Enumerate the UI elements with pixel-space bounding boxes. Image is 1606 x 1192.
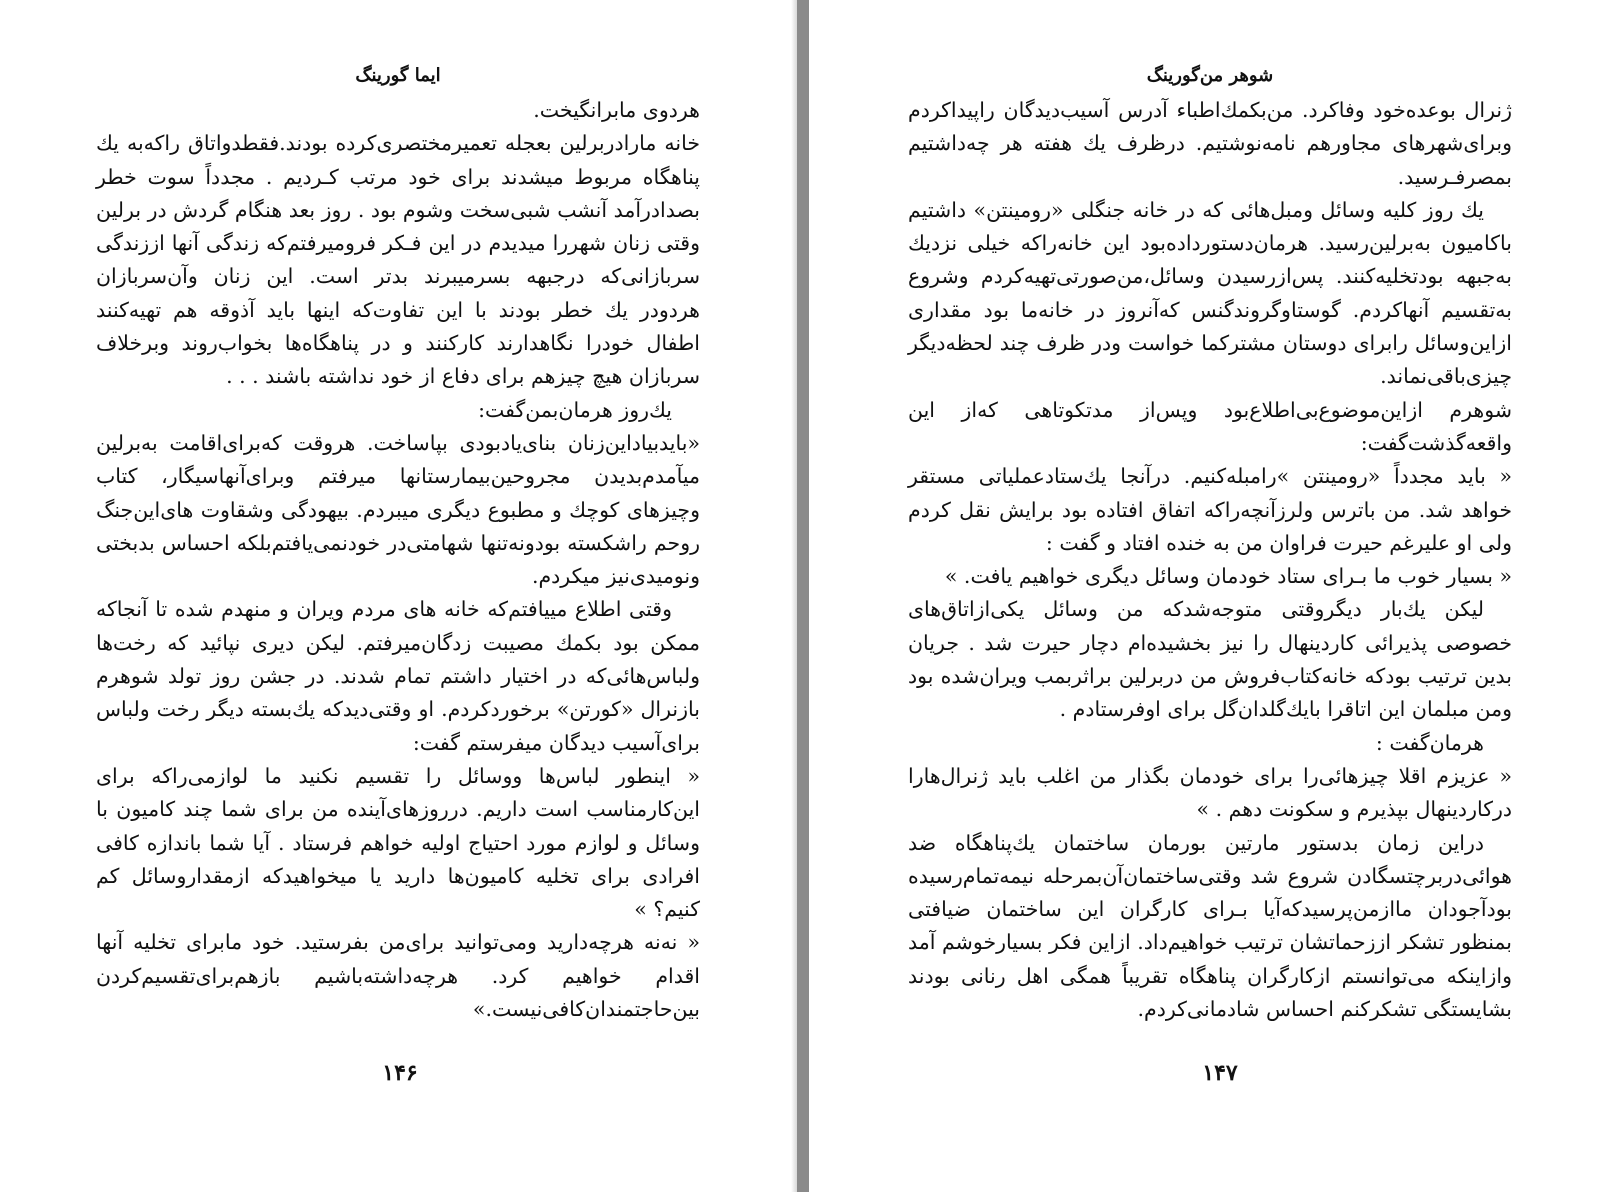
right-paragraph-1: ژنرال بوعده‌خود وفاکرد. من‌بکمك‌اطباء آدرس آسیب‌دیدگان راپیداکردم وبرای‌شهرهای مجاورهم نامه‌نوشتیم. درظرف یك هفته هر چه‌داشتیم بمصرفـرسید. [908,98,1512,189]
right-paragraph-8: « عزیزم اقلا چیزهائی‌را برای خودمان بگذار من اغلب باید ژنرال‌هارا درکاردینهال بپذیرم و سکونت دهم . » [908,763,1512,822]
left-page [96,62,700,1026]
right-running-head: شوهر من‌گورینگ [1146,65,1274,86]
left-paragraph-3: یك‌روز هرمان‌بمن‌گفت: [478,397,672,422]
right-page-text [908,94,1512,1026]
right-paragraph-4: « باید مجدداً «رومینتن »رامبله‌کنیم. درآنجا یك‌ستادعملیاتی مستقر خواهد شد. من باترس ولرز‌آنچه‌راکه اتفاق افتاده بود برایش نقل کردم ولی او علیرغم حیرت فراوان من به خنده افتاد و گفت : [908,464,1512,555]
left-paragraph-7: « نه‌نه هرچه‌دارید ومی‌توانید برای‌من بفرستید. خود مابرای تخلیه آنها اقدام خواهیم کرد. هرچه‌داشته‌باشیم بازهم‌برای‌تقسیم‌کردن بین‌حاجتمندان‌کافی‌نیست.» [96,930,700,1022]
right-paragraph-9: دراین زمان بدستور مارتین بورمان ساختمان یك‌پناهگاه ضد هوائی‌دربرچتسگادن شروع شد وقتی‌ساختمان‌آن‌بمرحله نیمه‌تمام‌رسیده بودآجودان ماازمن‌پرسیدکه‌آیا بـرای کارگران این ساختمان ضیافتی بمنظور تشکر اززحماتشان ترتیب خواهیم‌داد. ازاین فکر بسیارخوشم آمد وازاینکه می‌توانستم ازکارگران پناهگاه تقریباً همگی اهل رنانی بودند بشایستگی تشکرکنم احساس شادمانی‌کردم. [908,830,1512,1022]
book-gutter [797,0,809,1192]
left-paragraph-4: «بایدبیاداین‌زنان بنای‌یادبودی بپاساخت. هروقت که‌برای‌اقامت به‌برلین میآمدم‌بدیدن مجروحین‌بیمارستانها میرفتم وبرای‌آنهاسیگار، کتاب وچیزهای کوچك و مطبوع دیگری میبردم. بیهودگی وشقاوت های‌این‌جنگ روحم راشکسته بودونه‌تنها شهامتی‌در خودنمی‌یافتم‌بلکه احساس بدبختی ونومیدی‌نیز میکردم. [96,430,700,589]
right-page-number: ۱۴۷ [1202,1060,1238,1086]
right-paragraph-5: « بسیار خوب ما بـرای ستاد خودمان وسائل دیگری خواهیم یافت. » [944,564,1512,589]
right-paragraph-3: شوهرم ازاین‌موضوع‌بی‌اطلاع‌بود وپس‌از مدتکوتاهی که‌از این واقعه‌گذشت‌گفت: [908,397,1512,455]
right-page [908,62,1512,1026]
left-paragraph-6: « اینطور لباس‌ها ووسائل را تقسیم نکنید ما لوازمی‌راکه برای این‌کارمناسب است داریم. درروزهای‌آینده من برای شما چند کامیون با وسائل و لوازم مورد احتیاج اولیه خواهم فرستاد . آیا شما باندازه کافی افرادی برای تخلیه کامیون‌ها دارید یا میخواهیدکه ازمقداروسائل کم کنیم؟ » [96,763,700,922]
left-paragraph-2: خانه مارادربرلین بعجله تعمیرمختصری‌کرده بودند.فقطدواتاق راکه‌به یك پناهگاه مربوط میشدند برای خود مرتب کـردیم . مجدداً سوت خطر بصدادرآمد آنشب شبی‌سخت وشوم بود . روز بعد هنگام گردش در برلین وقتی زنان شهررا میدیدم در این فـکر فرومیرفتم‌که زندگی آنها اززندگی سربازانی‌که درجبهه بسرمیبرند بدتر است. این زنان وآن‌سربازان هردودر یك خطر بودند با این تفاوت‌که اینها باید آذوقه هم تهیه‌کنند اطفال خودرا نگاهدارند کارکنند و در پناهگاه‌ها بخواب‌روند وبرخلاف سربازان هیچ چیزهم برای دفاع از خود نداشته باشند . . . [96,131,700,389]
left-page-text [96,94,700,1026]
left-paragraph-1: هردوی مابرانگیخت. [533,98,700,122]
right-paragraph-6: لیکن یك‌بار دیگروقتی متوجه‌شدکه من وسائل یکی‌ازاتاق‌های خصوصی پذیرائی کاردینهال را نیز بخشیده‌ام دچار حیرت شد . جریان بدین ترتیب بودکه خانه‌کتاب‌فروش من دربرلین براثربمب ویران‌شده بود ومن مبلمان این اتاقرا بایك‌گلدان‌گل برای اوفرستادم . [908,597,1512,722]
right-paragraph-7: هرمان‌گفت : [1375,730,1484,755]
left-running-head: ایما گورینگ [355,65,441,86]
left-page-number: ۱۴۶ [382,1060,418,1086]
right-paragraph-2: یك روز کلیه وسائل ومبل‌هائی که در خانه جنگلی «رومینتن» داشتیم باکامیون به‌برلین‌رسید. هرمان‌دستورداده‌بود این خانه‌راکه خیلی نزدیك به‌جبهه بودتخلیه‌کنند. پس‌ازرسیدن وسائل،من‌صورتی‌تهیه‌کردم وشروع به‌تقسیم آنهاکردم. گوستاوگروندگنس که‌آنروز در خانه‌ما بود مقداری ازاین‌وسائل رابرای دوستان مشترکما خواست ودر ظرف چند لحظه‌دیگر چیزی‌باقی‌نماند. [908,197,1512,389]
left-paragraph-5: وقتی اطلاع مییافتم‌که خانه های مردم ویران و منهدم شده تا آنجاکه ممکن بود بکمك مصیبت زدگان‌میرفتم. لیکن دیری نپائید که رخت‌ها ولباس‌هائی‌که در اختیار داشتم تمام شدند. در جشن روز تولد شوهرم بازنرال «کورتن» برخوردکردم. او وقتی‌دیدکه یك‌بسته دیگر رخت ولباس برای‌آسیب دیدگان میفرستم گفت: [96,597,700,755]
